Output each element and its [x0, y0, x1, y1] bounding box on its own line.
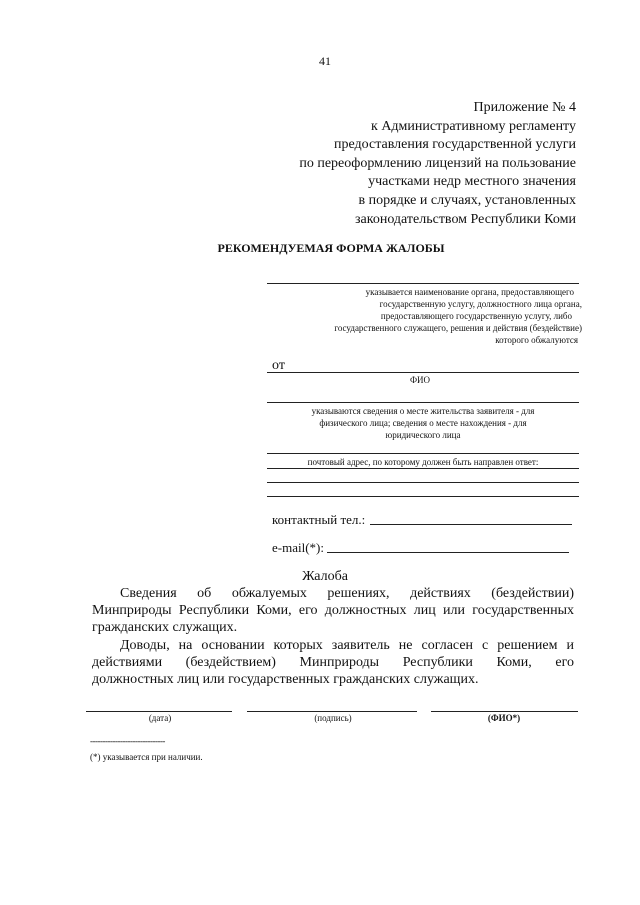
residence-hint-line: указываются сведения о месте жительства заявителя - для: [311, 406, 535, 416]
from-line[interactable]: [267, 372, 579, 373]
fio-sign-label: (ФИО*): [487, 713, 521, 723]
recipient-hint-line: государственного служащего, решения и действия (бездействие): [334, 323, 582, 333]
recipient-line: [267, 283, 579, 284]
paragraph-line: должностных лиц или государственных гражданских служащих.: [92, 672, 479, 687]
postal-line[interactable]: [267, 468, 579, 469]
recipient-hint-line: которого обжалуются: [495, 335, 578, 345]
footnote-separator: ------------------------------: [90, 736, 165, 746]
appendix-heading: [250, 99, 576, 229]
footnote: (*) указывается при наличии.: [90, 752, 203, 762]
complaint-title: Жалоба: [302, 569, 348, 584]
phone-field[interactable]: [370, 524, 572, 525]
residence-line[interactable]: [267, 402, 579, 403]
postal-line[interactable]: [267, 482, 579, 483]
recipient-hint-line: государственную услугу, должностного лица органа,: [379, 299, 582, 309]
page-number: 41: [319, 54, 331, 68]
signature-label: (подпись): [314, 713, 352, 723]
recipient-hint-line: указывается наименование органа, предоставляющего: [365, 287, 574, 297]
paragraph-line: действиями (бездействием) Минприроды Республики Коми, его: [92, 655, 574, 670]
postal-line-top[interactable]: [267, 453, 579, 454]
phone-label: контактный тел.:: [272, 512, 366, 527]
recipient-hint: [276, 286, 582, 346]
paragraph-1: [92, 585, 574, 636]
email-label: e-mail(*):: [272, 540, 324, 555]
residence-hint-line: физического лица; сведения о месте нахождения - для: [319, 418, 527, 428]
paragraph-line: Доводы, на основании которых заявитель не согласен с решением и: [120, 638, 574, 653]
appendix-line: в порядке и случаях, установленных: [358, 192, 576, 208]
postal-line[interactable]: [267, 496, 579, 497]
fio-label: ФИО: [409, 375, 431, 385]
form-title: РЕКОМЕНДУЕМАЯ ФОРМА ЖАЛОБЫ: [217, 241, 445, 255]
appendix-line: к Административному регламенту: [371, 118, 576, 134]
recipient-hint-line: предоставляющего государственную услугу, либо: [380, 311, 572, 321]
paragraph-line: гражданских служащих.: [92, 620, 238, 635]
appendix-line: Приложение № 4: [473, 100, 576, 115]
appendix-line: законодательством Республики Коми: [355, 211, 576, 227]
residence-hint-line: юридического лица: [385, 430, 461, 440]
email-field[interactable]: [327, 552, 569, 553]
date-label: (дата): [148, 713, 172, 723]
paragraph-2: [92, 637, 574, 688]
postal-hint: почтовый адрес, по которому должен быть направлен ответ:: [307, 457, 539, 467]
paragraph-line: Минприроды Республики Коми, его должностных лиц или государственных: [92, 603, 574, 618]
appendix-line: предоставления государственной услуги: [334, 137, 576, 153]
appendix-line: по переоформлению лицензий на пользование: [299, 155, 576, 171]
paragraph-line: Сведения об обжалуемых решениях, действиях (бездействии): [120, 586, 574, 601]
from-label: от: [272, 358, 285, 373]
appendix-line: участками недр местного значения: [368, 174, 576, 190]
residence-hint: [268, 405, 578, 441]
